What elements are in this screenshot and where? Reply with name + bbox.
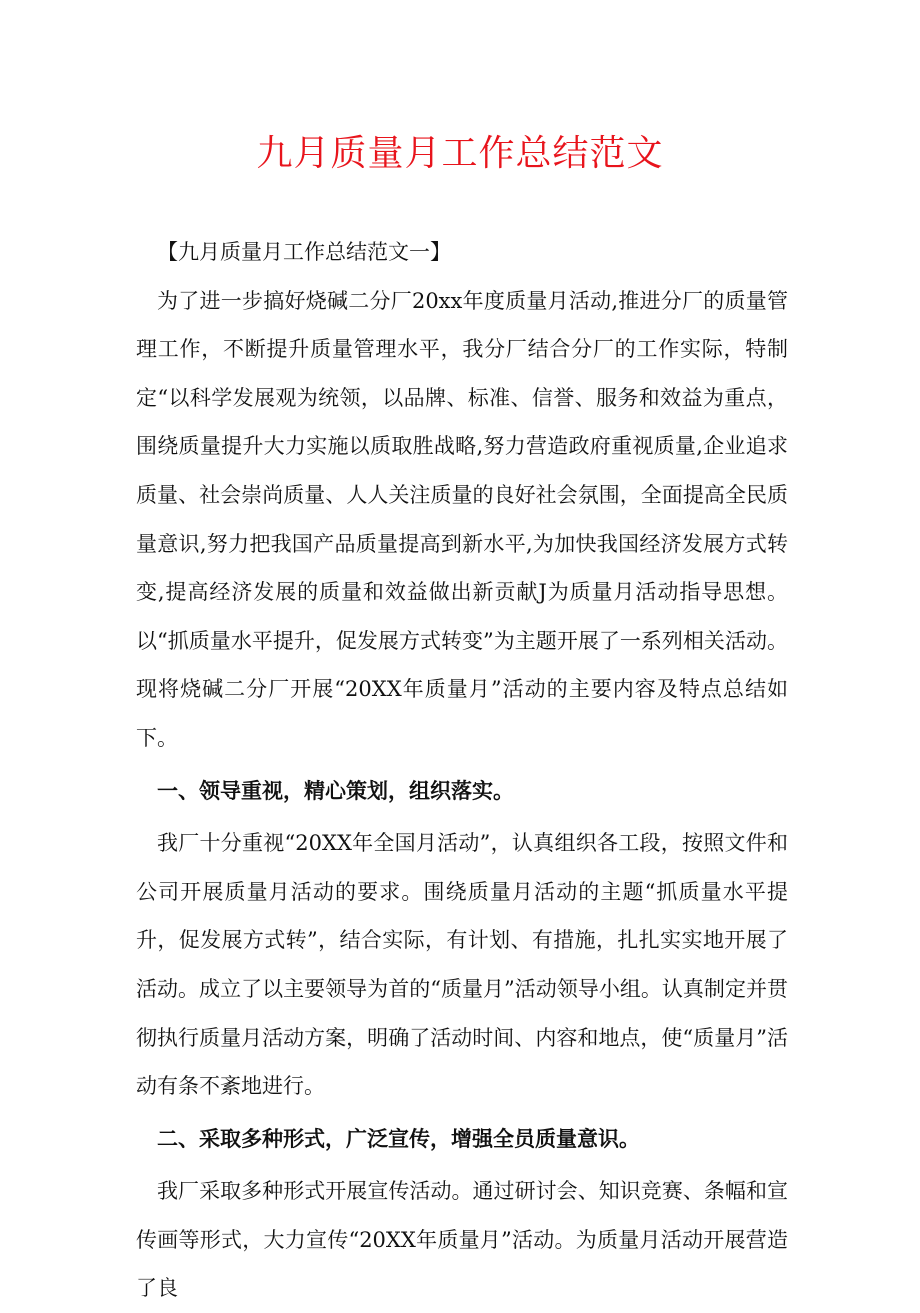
document-body xyxy=(136,228,788,1313)
section-heading-2: 二、采取多种形式，广泛宣传，增强全员质量意识。 xyxy=(157,1126,640,1151)
paragraph-intro: 为了进一步搞好烧碱二分厂20xx年度质量月活动,推进分厂的质量管理工作，不断提升质量管理水平，我分厂结合分厂的工作实际，特制定“以科学发展观为统领，以品牌、标准、信誉、服务和效益为重点，围绕质量提升大力实施以质取胜战略,努力营造政府重视质量,企业追求质量、社会崇尚质量、人人关注质量的良好社会氛围，全面提高全民质量意识,努力把我国产品质量提高到新水平,为加快我国经济发展方式转变,提高经济发展的质量和效益做出新贡献J为质量月活动指导思想。以“抓质量水平提升，促发展方式转变”为主题开展了一系列相关活动。现将烧碱二分厂开展“20XX年质量月”活动的主要内容及特点总结如下。 xyxy=(136,288,788,750)
paragraph-leadership: 我厂十分重视“20XX年全国月活动”，认真组织各工段，按照文件和公司开展质量月活动的要求。围绕质量月活动的主题“抓质量水平提升，促发展方式转”，结合实际，有计划、有措施，扎扎实实地开展了活动。成立了以主要领导为首的“质量月”活动领导小组。认真制定并贯彻执行质量月活动方案，明确了活动时间、内容和地点，使“质量月”活动有条不紊地进行。 xyxy=(136,831,788,1099)
paragraph-publicity: 我厂采取多种形式开展宣传活动。通过研讨会、知识竞赛、条幅和宣传画等形式，大力宣传“20XX年质量月”活动。为质量月活动开展营造了良 xyxy=(136,1179,788,1301)
section-heading-1: 一、领导重视，精心策划，组织落实。 xyxy=(157,778,514,803)
section-label: 【九月质量月工作总结范文一】 xyxy=(157,240,451,264)
document-title: 九月质量月工作总结范文 xyxy=(256,133,664,174)
